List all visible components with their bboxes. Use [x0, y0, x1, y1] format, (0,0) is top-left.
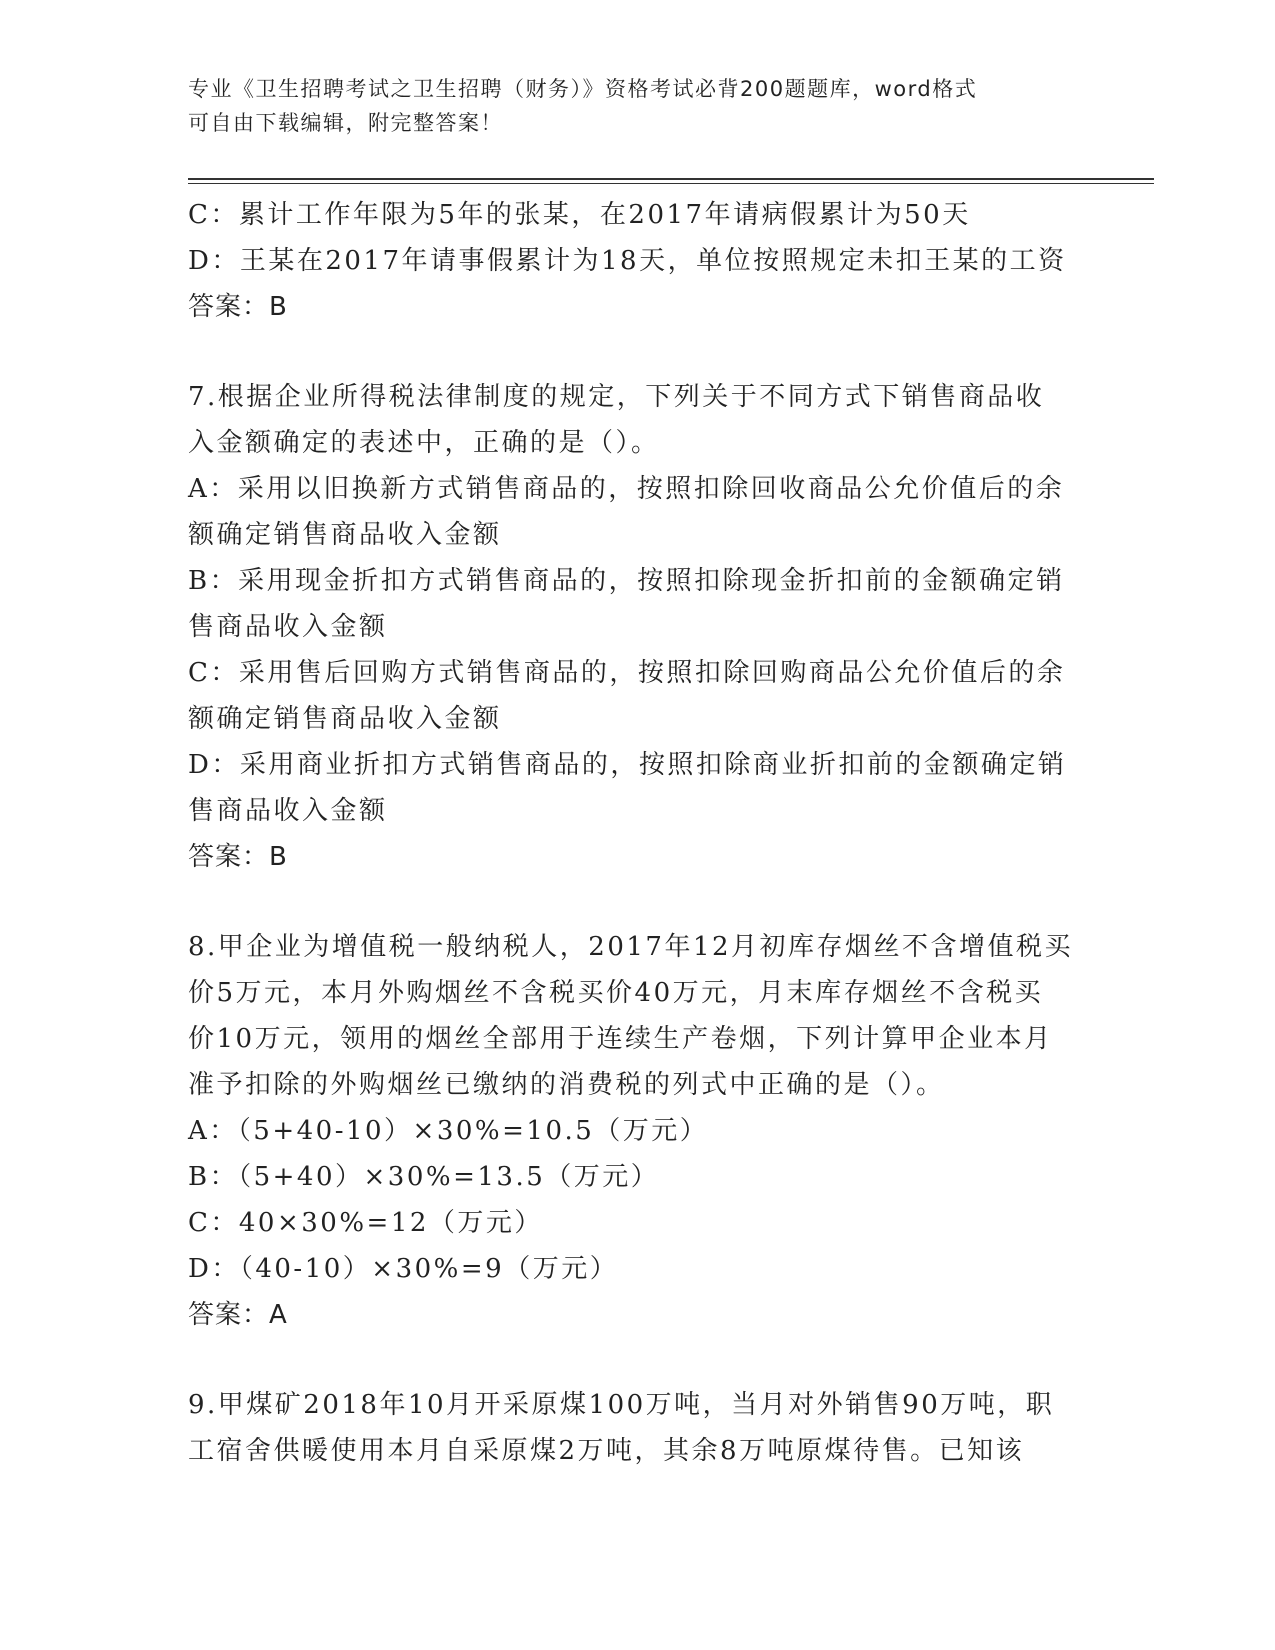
q8-option-d: D：（40-10）×30%=9（万元）	[188, 1254, 619, 1284]
q8-stem-line-2: 价5万元，本月外购烟丝不含税买价40万元，月末库存烟丝不含税买	[188, 978, 1044, 1008]
spacer	[188, 1338, 1088, 1382]
q8-option-a: A：（5+40-10）×30%=10.5（万元）	[188, 1116, 709, 1146]
document-header	[188, 72, 1108, 140]
header-line-2: 可自由下载编辑，附完整答案！	[188, 111, 503, 135]
question-8	[188, 924, 1088, 1338]
question-content	[188, 192, 1088, 1474]
q7-option-c-line-2: 额确定销售商品收入金额	[188, 704, 502, 734]
q7-option-a-line-2: 额确定销售商品收入金额	[188, 520, 502, 550]
q6-option-d: D：王某在2017年请事假累计为18天，单位按照规定未扣王某的工资	[188, 246, 1067, 276]
header-divider-thick	[188, 178, 1154, 180]
q7-option-b-line-1: B：采用现金折扣方式销售商品的，按照扣除现金折扣前的金额确定销	[188, 566, 1065, 596]
q7-option-d-line-1: D：采用商业折扣方式销售商品的，按照扣除商业折扣前的金额确定销	[188, 750, 1067, 780]
q9-stem-line-1: 9.甲煤矿2018年10月开采原煤100万吨，当月对外销售90万吨，职	[188, 1390, 1055, 1420]
q7-stem-line-2: 入金额确定的表述中，正确的是（）。	[188, 428, 660, 458]
q7-option-d-line-2: 售商品收入金额	[188, 796, 388, 826]
q7-option-c-line-1: C：采用售后回购方式销售商品的，按照扣除回购商品公允价值后的余	[188, 658, 1066, 688]
header-divider-thin	[188, 183, 1154, 184]
question-9	[188, 1382, 1088, 1474]
q8-stem-line-4: 准予扣除的外购烟丝已缴纳的消费税的列式中正确的是（）。	[188, 1070, 945, 1100]
q8-answer: 答案：A	[188, 1300, 288, 1330]
q7-option-a-line-1: A：采用以旧换新方式销售商品的，按照扣除回收商品公允价值后的余	[188, 474, 1065, 504]
q6-answer: 答案：B	[188, 292, 288, 322]
q8-option-b: B：（5+40）×30%=13.5（万元）	[188, 1162, 660, 1192]
question-7	[188, 374, 1088, 880]
q7-answer: 答案：B	[188, 842, 288, 872]
q6-option-c: C：累计工作年限为5年的张某，在2017年请病假累计为50天	[188, 200, 971, 230]
question-6-tail	[188, 192, 1088, 330]
q7-option-b-line-2: 售商品收入金额	[188, 612, 388, 642]
q7-stem-line-1: 7.根据企业所得税法律制度的规定，下列关于不同方式下销售商品收	[188, 382, 1045, 412]
q8-stem-line-1: 8.甲企业为增值税一般纳税人，2017年12月初库存烟丝不含增值税买	[188, 932, 1074, 962]
spacer	[188, 330, 1088, 374]
q8-stem-line-3: 价10万元，领用的烟丝全部用于连续生产卷烟，下列计算甲企业本月	[188, 1024, 1053, 1054]
spacer	[188, 880, 1088, 924]
header-line-1: 专业《卫生招聘考试之卫生招聘（财务）》资格考试必背200题题库，word格式	[188, 77, 978, 101]
q9-stem-line-2: 工宿舍供暖使用本月自采原煤2万吨，其余8万吨原煤待售。已知该	[188, 1436, 1025, 1466]
q8-option-c: C：40×30%=12（万元）	[188, 1208, 543, 1238]
